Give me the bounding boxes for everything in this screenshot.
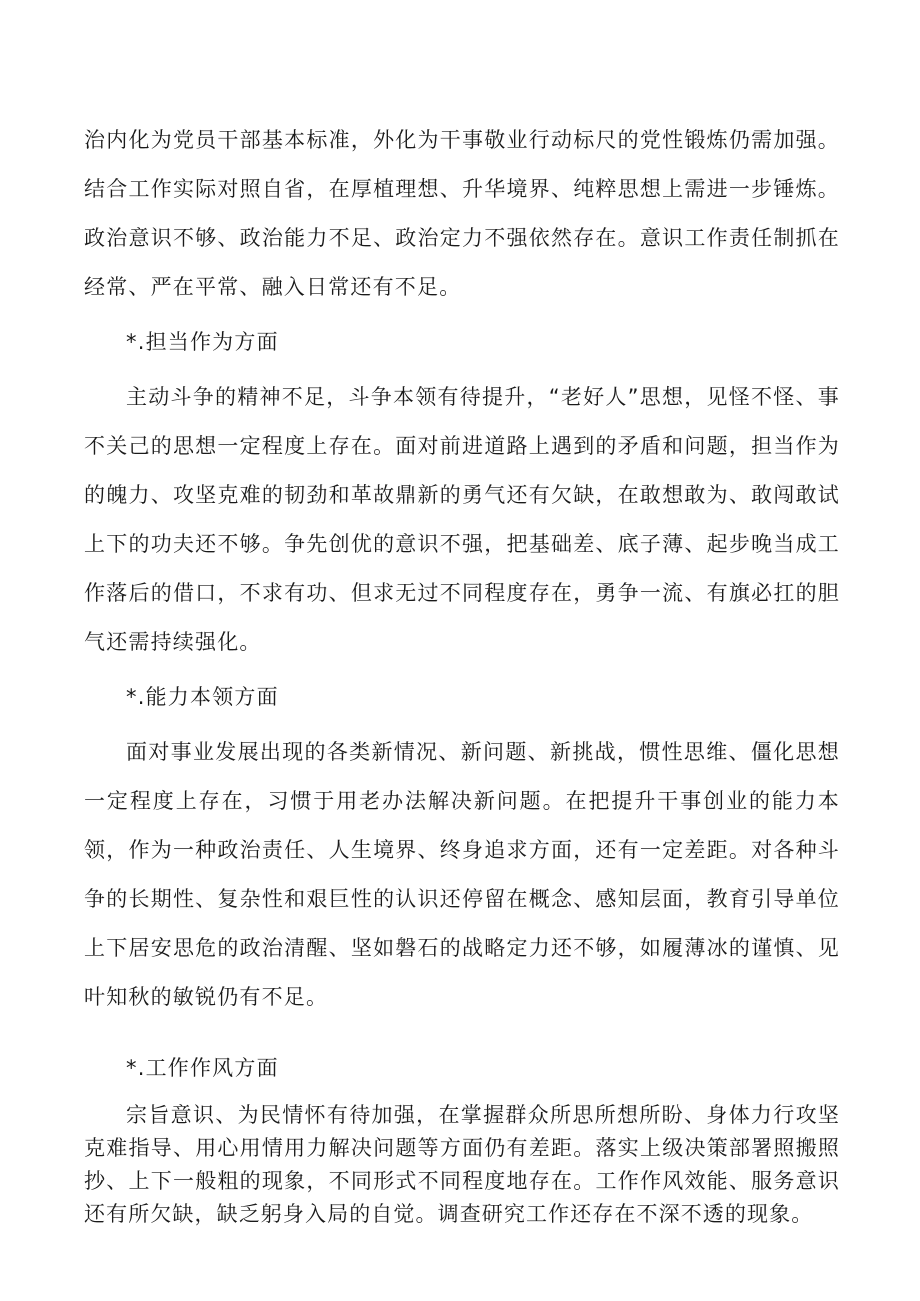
section-body-work-style: 宗旨意识、为民情怀有待加强，在掌握群众所思所想所盼、身体力行攻坚克难指导、用心用情用力解决问题等方面仍有差距。落实上级决策部署照搬照抄、上下一般粗的现象，不同形式不同程度地存在。工作作风效能、服务意识还有所欠缺，缺乏躬身入局的自觉。调查研究工作还存在不深不透的现象。 — [84, 1103, 840, 1226]
section-heading-capability: *.能力本领方面 — [126, 685, 279, 709]
intro-paragraph: 治内化为党员干部基本标准，外化为干事敬业行动标尺的党性锻炼仍需加强。结合工作实际对照自省，在厚植理想、升华境界、纯粹思想上需进一步锤炼。政治意识不够、政治能力不足、政治定力不强依然存在。意识工作责任制抓在经常、严在平常、融入日常还有不足。 — [84, 128, 840, 299]
section-heading-work-style: *.工作作风方面 — [126, 1056, 279, 1080]
section-body-capability: 面对事业发展出现的各类新情况、新问题、新挑战，惯性思维、僵化思想一定程度上存在，习惯于用老办法解决新问题。在把提升干事创业的能力本领，作为一种政治责任、人生境界、终身追求方面，还有一定差距。对各种斗争的长期性、复杂性和艰巨性的认识还停留在概念、感知层面，教育引导单位上下居安思危的政治清醒、坚如磐石的战略定力还不够，如履薄冰的谨慎、见叶知秋的敏锐仍有不足。 — [84, 740, 840, 1009]
section-heading-responsibility: *.担当作为方面 — [126, 330, 279, 354]
document-page — [84, 116, 840, 1231]
spacer — [84, 1022, 840, 1044]
section-body-responsibility: 主动斗争的精神不足，斗争本领有待提升，“老好人”思想，见怪不怪、事不关己的思想一定程度上存在。面对前进道路上遇到的矛盾和问题，担当作为的魄力、攻坚克难的韧劲和革故鼎新的勇气还有欠缺，在敢想敢为、敢闯敢试上下的功夫还不够。争先创优的意识不强，把基础差、底子薄、起步晚当成工作落后的借口，不求有功、但求无过不同程度存在，勇争一流、有旗必扛的胆气还需持续强化。 — [84, 385, 840, 654]
